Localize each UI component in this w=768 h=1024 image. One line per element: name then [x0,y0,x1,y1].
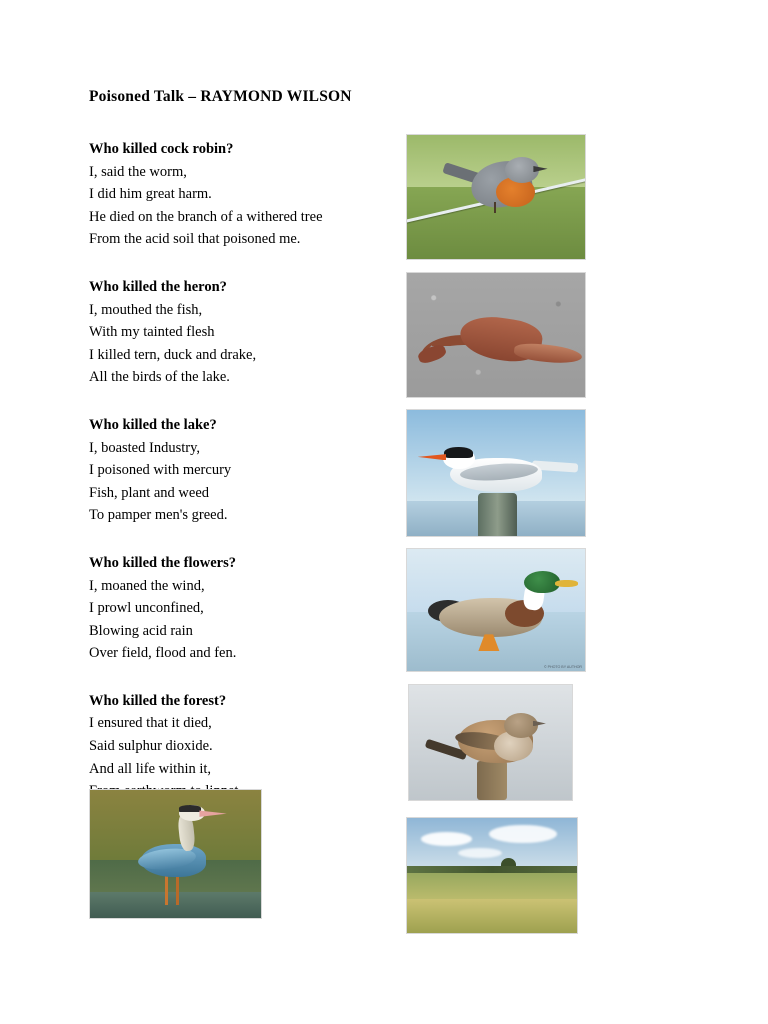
poem-line: Who killed cock robin? [89,141,234,157]
photo-cloud [489,825,557,843]
poem-line: Fish, plant and weed [89,484,210,501]
photo-credit: © PHOTO BY AUTHOR [543,665,582,669]
field-photo [406,817,578,934]
poem-line: I poisoned with mercury [89,462,232,479]
photo-bird-beak [555,580,578,587]
poem-line: I, said the worm, [89,163,187,180]
photo-bird-cap [444,447,472,458]
poem-line: With my tainted flesh [89,324,215,341]
poem-line: I, mouthed the fish, [89,301,203,318]
heron-photo [89,789,262,919]
poem-line: Over field, flood and fen. [89,645,237,662]
photo-bird-leg-left [165,872,168,905]
photo-bird-crest [179,805,201,811]
stanza-3 [89,414,389,527]
earthworm-photo [406,272,586,398]
photo-bird-legs [494,202,496,213]
poem-line: I ensured that it died, [89,715,212,732]
page-title: Poisoned Talk – RAYMOND WILSON [89,88,352,105]
poem-line: Who killed the flowers? [89,554,237,571]
poem-line: And all life within it, [89,760,212,777]
stanza-1 [89,138,389,251]
photo-bird-head [504,713,538,738]
poem-body [89,138,389,828]
robin-photo [406,134,586,260]
poem-line: Blowing acid rain [89,622,193,639]
mallard-duck-photo [406,548,586,672]
tern-photo [406,409,586,537]
stanza-4 [89,552,389,665]
poem-line: I did him great harm. [89,186,212,203]
stanza-2 [89,276,389,389]
photo-cloud [421,832,472,846]
poem-line: All the birds of the lake. [89,369,230,386]
poem-line: From the acid soil that poisoned me. [89,231,301,248]
poem-line: I prowl unconfined, [89,600,204,617]
stanza-5 [89,690,389,803]
poem-line: Who killed the lake? [89,416,217,433]
poem-line: Said sulphur dioxide. [89,738,213,755]
poem-line: I, moaned the wind, [89,577,205,594]
poem-line: I killed tern, duck and drake, [89,346,257,363]
photo-branch [477,761,506,800]
photo-grass-foreground [407,899,577,934]
poem-line: I, boasted Industry, [89,439,201,456]
poem-line: He died on the branch of a withered tree [89,208,323,225]
poem-line: Who killed the forest? [89,692,227,709]
photo-post [478,493,517,536]
linnet-photo [408,684,573,801]
poem-line: Who killed the heron? [89,278,227,295]
poem-line: To pamper men's greed. [89,507,228,524]
